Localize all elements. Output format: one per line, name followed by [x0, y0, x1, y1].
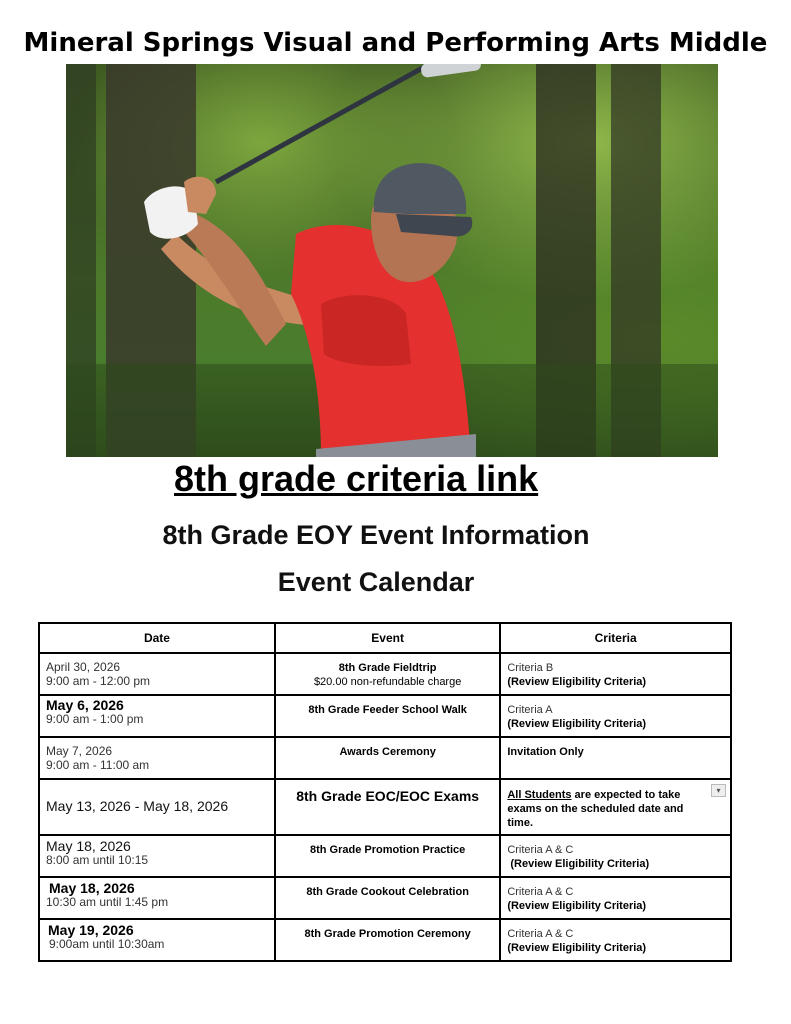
- event-cell: [275, 653, 500, 695]
- event-date: May 7, 2026: [46, 744, 113, 758]
- criteria-link[interactable]: 8th grade criteria link: [174, 458, 539, 499]
- date-cell: [39, 835, 275, 877]
- criteria-note: (Review Eligibility Criteria): [507, 942, 647, 954]
- criteria-note: (Review Eligibility Criteria): [507, 718, 647, 730]
- school-title: Mineral Springs Visual and Performing Arts Middle: [23, 28, 768, 58]
- event-name: 8th Grade EOC/EOC Exams: [296, 788, 480, 804]
- event-time: 9:00am until 10:30am: [49, 937, 165, 951]
- table-row: [39, 877, 731, 919]
- event-name: 8th Grade Promotion Practice: [310, 844, 466, 856]
- calendar-heading: Event Calendar: [277, 567, 475, 597]
- criteria-cell: [500, 695, 731, 737]
- date-cell: [39, 779, 275, 835]
- criteria-label: Criteria A & C: [507, 886, 574, 898]
- criteria-cell: [500, 779, 731, 835]
- event-cell: [275, 877, 500, 919]
- event-name: 8th Grade Cookout Celebration: [306, 886, 469, 898]
- column-header-criteria: Criteria: [500, 623, 731, 653]
- table-row: [39, 653, 731, 695]
- event-time: 9:00 am - 1:00 pm: [46, 712, 144, 726]
- event-date-range: May 13, 2026 - May 18, 2026: [46, 798, 229, 814]
- event-cell: [275, 695, 500, 737]
- event-date: May 6, 2026: [46, 697, 124, 713]
- criteria-label: Criteria A & C: [507, 928, 574, 940]
- event-subtext: $20.00 non-refundable charge: [313, 676, 462, 688]
- event-cell: [275, 919, 500, 961]
- date-cell: [39, 919, 275, 961]
- column-header-date: Date: [39, 623, 275, 653]
- criteria-note: (Review Eligibility Criteria): [507, 676, 647, 688]
- event-date: May 18, 2026: [46, 838, 131, 854]
- event-name: 8th Grade Fieldtrip: [338, 662, 437, 674]
- event-cell: [275, 737, 500, 779]
- criteria-note: (Review Eligibility Criteria): [507, 858, 650, 870]
- event-time: 9:00 am - 12:00 pm: [46, 674, 151, 688]
- eoy-heading: 8th Grade EOY Event Information: [162, 520, 590, 550]
- date-cell: [39, 695, 275, 737]
- criteria-label: Criteria A: [507, 704, 553, 716]
- criteria-rest: are expected to take exams on the scheduled date and time.: [507, 789, 684, 829]
- event-time: 10:30 am until 1:45 pm: [46, 895, 169, 909]
- event-name: 8th Grade Feeder School Walk: [308, 704, 467, 716]
- table-header-row: [39, 623, 731, 653]
- event-time: 8:00 am until 10:15: [46, 853, 149, 867]
- column-header-event: Event: [275, 623, 500, 653]
- criteria-cell: [500, 737, 731, 779]
- criteria-label: Invitation Only: [507, 746, 584, 758]
- table-row: [39, 835, 731, 877]
- event-name: Awards Ceremony: [339, 746, 436, 758]
- event-cell: [275, 779, 500, 835]
- date-cell: [39, 653, 275, 695]
- table-row: [39, 779, 731, 835]
- criteria-note: (Review Eligibility Criteria): [507, 900, 647, 912]
- criteria-cell: [500, 835, 731, 877]
- date-cell: [39, 877, 275, 919]
- golfer-photo: [66, 64, 718, 457]
- golfer-illustration: [66, 64, 718, 457]
- criteria-label: Criteria A & C: [507, 844, 574, 856]
- event-time: 9:00 am - 11:00 am: [46, 758, 150, 772]
- date-cell: [39, 737, 275, 779]
- event-date: May 19, 2026: [48, 922, 134, 938]
- table-row: [39, 737, 731, 779]
- criteria-label: Criteria B: [507, 662, 554, 674]
- event-date: April 30, 2026: [46, 660, 121, 674]
- criteria-cell: [500, 919, 731, 961]
- event-cell: [275, 835, 500, 877]
- event-calendar-table: [38, 622, 732, 962]
- criteria-text: [507, 788, 724, 830]
- dropdown-arrow-icon[interactable]: ▾: [711, 784, 726, 797]
- event-date: May 18, 2026: [49, 880, 135, 896]
- criteria-cell: [500, 877, 731, 919]
- criteria-cell: [500, 653, 731, 695]
- table-row: [39, 695, 731, 737]
- criteria-emphasis: All Students: [507, 789, 572, 801]
- table-row: [39, 919, 731, 961]
- event-name: 8th Grade Promotion Ceremony: [304, 928, 471, 940]
